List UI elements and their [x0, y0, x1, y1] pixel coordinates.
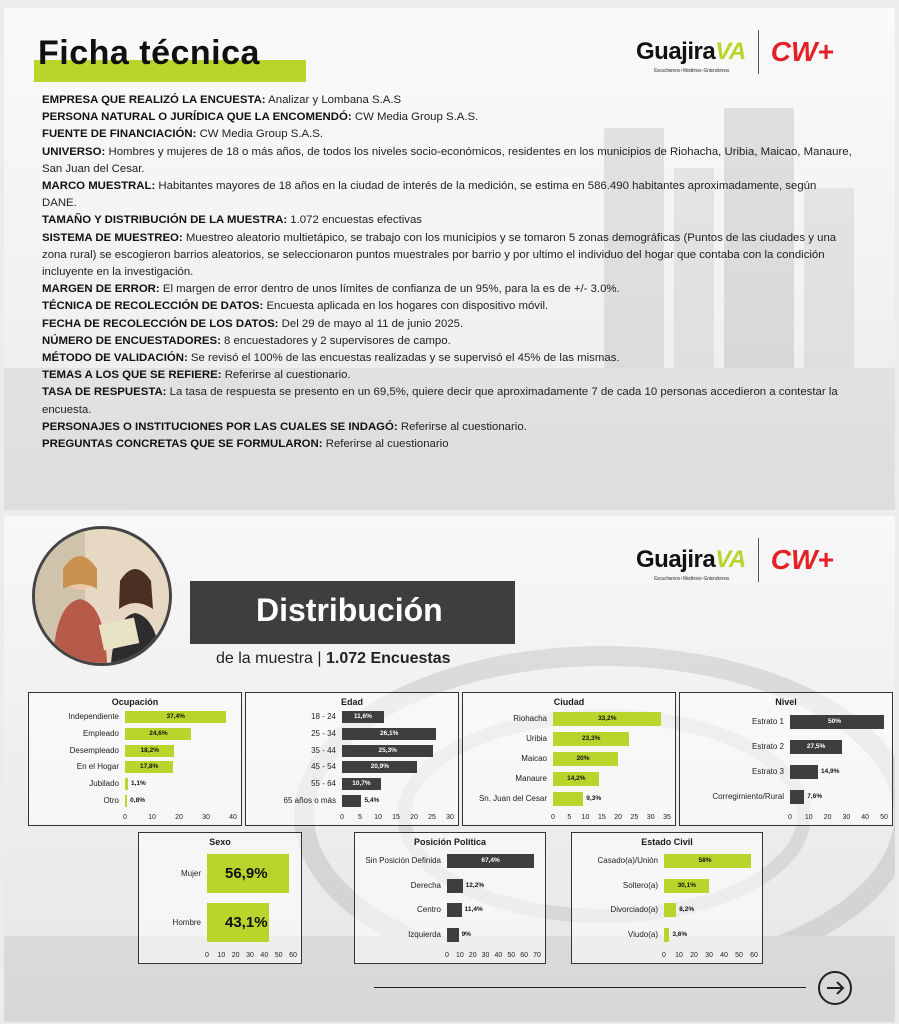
chart-edad [245, 692, 459, 826]
logo-divider [758, 30, 759, 74]
chart-title: Posición Política [413, 837, 487, 847]
tick-label: 50 [507, 952, 516, 959]
tick-label: 25 [428, 814, 436, 821]
ficha-item [42, 436, 852, 453]
ficha-item-label: TAMAÑO Y DISTRIBUCIÓN DE LA MUESTRA: [42, 214, 288, 227]
ficha-item-label: MÉTODO DE VALIDACIÓN: [42, 352, 188, 365]
chart-title: Nivel [775, 697, 797, 707]
category-label: Empleado [82, 729, 119, 738]
ficha-item-value: Muestreo aleatorio multietápico, se trabajo con los municipios y se tomaron 5 zonas demográficas (Puntos de las ciudades y una zona rural) se escogieron barrios aleatorios, se seleccionaron puntos muestrales por barrio y por ultimo el individuo del hogar que contaba con la condición incluyente en la investigación. [42, 231, 837, 279]
subtitle-separator: | [317, 650, 322, 667]
ficha-item-label: EMPRESA QUE REALIZÓ LA ENCUESTA: [42, 94, 266, 106]
cw-logo: CW+ [770, 36, 834, 67]
category-label: Soltero(a) [622, 880, 658, 890]
ficha-item [42, 126, 852, 143]
tick-label: 10 [804, 814, 813, 821]
ficha-item-value: CW Media Group S.A.S. [196, 128, 324, 141]
ficha-item [42, 178, 852, 212]
category-label: Jubilado [89, 779, 119, 788]
chart-ocupaci-n [28, 692, 242, 826]
category-label: Estrato 1 [751, 716, 784, 726]
data-label: 12,2% [465, 881, 485, 889]
ficha-item-label: FECHA DE RECOLECCIÓN DE LOS DATOS: [42, 317, 279, 330]
category-label: 25 - 34 [311, 729, 336, 738]
data-label: 37,4% [166, 713, 185, 721]
ficha-item-value: 1.072 encuestas efectivas [287, 214, 422, 227]
tick-label: 0 [662, 952, 666, 959]
tick-label: 15 [597, 814, 606, 821]
category-label: En el Hogar [76, 762, 119, 772]
ficha-item-label: PREGUNTAS CONCRETAS QUE SE FORMULARON: [42, 438, 323, 451]
chart-title: Ocupación [111, 697, 159, 707]
category-label: Uribia [526, 734, 547, 743]
ficha-item [42, 350, 852, 367]
ficha-item-value: Del 29 de mayo al 11 de junio 2025. [278, 317, 464, 330]
ficha-item [42, 333, 852, 350]
ficha-item-value: 8 encuestadores y 2 supervisores de campo. [220, 334, 451, 347]
category-label: Sn. Juan del Cesar [478, 794, 547, 803]
ficha-list [42, 92, 852, 453]
ficha-item-value: Analizar y Lombana S.A.S [265, 94, 402, 106]
tick-label: 0 [551, 814, 555, 821]
category-label: Mujer [180, 868, 201, 878]
tick-label: 0 [123, 814, 127, 821]
data-label: 50% [828, 717, 842, 725]
data-label: 17,8% [140, 763, 159, 771]
category-label: Divorciado(a) [610, 905, 658, 915]
title-text: Ficha técnica [38, 34, 260, 72]
data-label: 20,9% [370, 763, 390, 771]
tick-label: 70 [533, 952, 541, 959]
ficha-item [42, 230, 852, 282]
ficha-item-label: PERSONAJES O INSTITUCIONES POR LAS CUALES SE INDAGÓ: [42, 420, 398, 433]
tick-label: 0 [788, 814, 792, 821]
category-label: Riohacha [513, 714, 547, 723]
bar [790, 765, 818, 779]
category-label: 65 años o más [283, 795, 336, 805]
ficha-item-value: Hombres y mujeres de 18 o más años, de todos los niveles socio-económicos, residentes en los municipios de Riohacha, Uribia, Maicao, Manaure, San Juan del Cesar. [42, 145, 852, 175]
tick-label: 30 [705, 952, 713, 959]
chart-title: Ciudad [553, 697, 585, 707]
tick-label: 30 [646, 814, 655, 821]
tick-label: 30 [842, 814, 851, 821]
distribucion-title: Distribución [256, 592, 443, 628]
tick-label: 40 [229, 814, 237, 821]
category-label: Viudo(a) [627, 929, 658, 939]
tick-label: 20 [175, 814, 183, 821]
guajirava-logo: GuajiraVA Escuchamos • Medimos • Entendemos [636, 546, 746, 582]
ficha-item-label: UNIVERSO: [42, 145, 106, 158]
bar [342, 795, 361, 807]
category-label: Desempleado [69, 745, 119, 755]
data-label: 5,4% [364, 796, 380, 804]
ficha-item-label: PERSONA NATURAL O JURÍDICA QUE LA ENCOMENDÓ: [42, 111, 352, 124]
bar [447, 928, 459, 942]
tick-label: 5 [358, 814, 362, 821]
data-label: 30,1% [677, 881, 696, 889]
tick-label: 15 [392, 814, 400, 821]
distribucion-panel [4, 516, 895, 1022]
ficha-item-label: FUENTE DE FINANCIACIÓN: [42, 128, 197, 141]
bar [125, 778, 128, 790]
ficha-item [42, 419, 852, 436]
ficha-item [42, 367, 852, 384]
data-label: 33,2% [598, 715, 617, 722]
data-label: 0,8% [130, 796, 145, 804]
tick-label: 60 [520, 952, 529, 959]
data-label: 11,4% [464, 906, 483, 914]
tick-label: 60 [289, 952, 297, 959]
tick-label: 10 [455, 952, 464, 959]
logo-tagline: Escuchamos • Medimos • Entendemos [654, 68, 730, 74]
tick-label: 50 [880, 814, 888, 821]
logo-divider [758, 538, 759, 582]
category-label: Independiente [68, 712, 119, 722]
data-label: 8,2% [679, 906, 695, 914]
survey-photo [32, 526, 172, 666]
ficha-item-label: SISTEMA DE MUESTREO: [42, 231, 183, 244]
tick-label: 10 [581, 814, 590, 821]
category-label: 55 - 64 [311, 779, 336, 788]
category-label: Centro [416, 905, 441, 915]
ficha-item-label: TEMAS A LOS QUE SE REFIERE: [42, 369, 222, 382]
chart-ciudad [462, 692, 676, 826]
tick-label: 20 [231, 952, 240, 959]
tick-label: 50 [274, 952, 283, 959]
ficha-tecnica-panel [4, 8, 895, 510]
category-label: 18 - 24 [311, 712, 336, 722]
tick-label: 20 [690, 952, 698, 959]
ficha-item-value: Referirse al cuestionario. [221, 369, 351, 382]
tick-label: 20 [468, 952, 477, 959]
bar [447, 903, 462, 917]
next-arrow-button[interactable] [818, 971, 852, 1005]
tick-label: 0 [205, 952, 209, 959]
data-label: 20% [576, 755, 590, 762]
category-label: 45 - 54 [311, 762, 336, 772]
data-label: 9,3% [586, 795, 602, 802]
ficha-item-value: Encuesta aplicada en los hogares con dispositivo móvil. [263, 300, 549, 313]
data-label: 56,9% [225, 864, 268, 882]
distribucion-subtitle [216, 650, 451, 668]
ficha-item [42, 281, 852, 298]
data-label: 18,2% [140, 746, 159, 754]
bar [447, 879, 463, 893]
tick-label: 5 [567, 814, 572, 821]
bar [664, 928, 669, 942]
bar [790, 790, 804, 804]
category-label: Estrato 3 [751, 766, 784, 776]
data-label: 27,5% [806, 742, 826, 750]
footer-line [374, 987, 806, 988]
ficha-item [42, 144, 852, 178]
arrow-right-icon [820, 973, 850, 1003]
tick-label: 10 [217, 952, 226, 959]
ficha-item-value: La tasa de respuesta se presento en un 69,5%, quiere decir que aproximadamente 7 de cada 10 personas accedieron a contestar la encuesta. [42, 386, 838, 416]
two-women-image [35, 529, 169, 663]
tick-label: 40 [260, 952, 269, 959]
category-label: Sin Posición Definida [365, 856, 441, 866]
tick-label: 20 [823, 814, 832, 821]
category-label: Maicao [521, 754, 547, 763]
ficha-item-label: TASA DE RESPUESTA: [42, 386, 167, 399]
ficha-item [42, 212, 852, 229]
tick-label: 10 [374, 814, 382, 821]
tick-label: 40 [861, 814, 870, 821]
bar [553, 792, 583, 806]
category-label: Estrato 2 [751, 741, 784, 751]
data-label: 67,4% [481, 857, 500, 865]
data-label: 10,7% [352, 780, 371, 787]
chart-sexo [138, 832, 302, 964]
ficha-item-label: TÉCNICA DE RECOLECCIÓN DE DATOS: [42, 300, 264, 313]
tick-label: 60 [750, 952, 758, 959]
chart-title: Edad [340, 697, 363, 707]
ficha-item [42, 298, 852, 315]
category-label: Hombre [172, 917, 201, 927]
data-label: 3,6% [672, 930, 688, 938]
subtitle-text: de la muestra [216, 650, 313, 667]
tick-label: 40 [494, 952, 503, 959]
guajirava-logo: GuajiraVA Escuchamos • Medimos • Entendemos [636, 38, 746, 74]
bar [664, 903, 676, 917]
category-label: Izquierda [408, 929, 441, 939]
ficha-item-value: CW Media Group S.A.S. [351, 111, 479, 124]
tick-label: 10 [148, 814, 156, 821]
ficha-item-value: Se revisó el 100% de las encuestas realizadas y se supervisó el 45% de las mismas. [187, 352, 620, 365]
ficha-item-value: Referirse al cuestionario. [397, 420, 527, 433]
tick-label: 50 [735, 952, 743, 959]
chart-estado-civil [571, 832, 763, 964]
data-label: 58% [698, 857, 712, 865]
ficha-item-label: MARCO MUESTRAL: [42, 180, 156, 193]
category-label: Manaure [515, 774, 547, 783]
ficha-item [42, 384, 852, 418]
data-label: 43,1% [225, 913, 268, 931]
category-label: Corregimiento/Rural [712, 791, 784, 801]
data-label: 24,6% [149, 730, 168, 737]
tick-label: 20 [410, 814, 418, 821]
tick-label: 0 [445, 952, 449, 959]
page-title [34, 32, 306, 82]
tick-label: 0 [340, 814, 344, 821]
data-label: 14,2% [567, 775, 586, 782]
chart-nivel [679, 692, 893, 826]
ficha-item [42, 316, 852, 333]
tick-label: 20 [614, 814, 623, 821]
data-label: 23,3% [581, 735, 601, 742]
chart-title: Sexo [209, 837, 231, 847]
tick-label: 30 [446, 814, 454, 821]
tick-label: 30 [481, 952, 490, 959]
ficha-item [42, 92, 852, 109]
cw-logo: CW+ [770, 544, 834, 575]
tick-label: 30 [246, 952, 254, 959]
chart-posici-n-pol-tica [354, 832, 546, 964]
tick-label: 10 [675, 952, 683, 959]
sample-size: 1.072 Encuestas [326, 650, 451, 667]
data-label: 1,1% [130, 780, 146, 787]
data-label: 14,9% [821, 767, 840, 775]
logo-tagline: Escuchamos • Medimos • Entendemos [654, 576, 730, 582]
data-label: 25,3% [378, 746, 397, 754]
tick-label: 40 [720, 952, 728, 959]
data-label: 11,6% [353, 713, 372, 721]
logo-group [636, 30, 834, 74]
ficha-item-label: MARGEN DE ERROR: [42, 283, 160, 296]
data-label: 9% [461, 930, 471, 938]
category-label: Casado(a)/Unión [597, 856, 658, 866]
ficha-item-value: Habitantes mayores de 18 años en la ciudad de interés de la medición, se estima en 586.490 habitantes aproximadamente, según DANE. [42, 180, 817, 210]
data-label: 7,6% [807, 792, 823, 800]
tick-label: 25 [630, 814, 639, 821]
category-label: 35 - 44 [311, 745, 336, 755]
data-label: 26,1% [379, 730, 399, 737]
category-label: Derecha [410, 880, 441, 890]
chart-title: Estado Civil [641, 837, 693, 847]
tick-label: 30 [202, 814, 210, 821]
ficha-item [42, 109, 852, 126]
ficha-item-value: El margen de error dentro de unos límites de confianza de un 95%, para la es de +/- 3.0%. [159, 283, 620, 296]
tick-label: 35 [663, 814, 671, 821]
bar [125, 795, 127, 807]
ficha-item-value: Referirse al cuestionario [322, 438, 449, 451]
logo-group [636, 538, 834, 582]
category-label: Otro [103, 795, 119, 805]
ficha-item-label: NÚMERO DE ENCUESTADORES: [42, 334, 221, 347]
